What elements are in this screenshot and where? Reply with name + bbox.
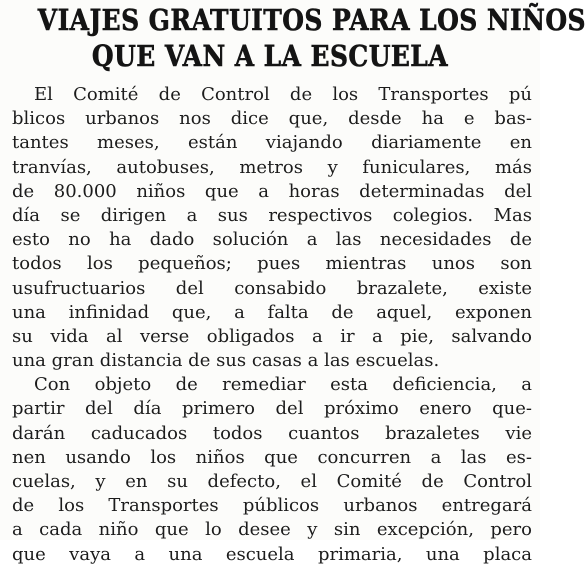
- paragraph-line: a cada niño que lo desee y sin excepción, pero: [12, 519, 532, 541]
- paragraph-line: darán caducados todos cuantos brazaletes vie: [12, 422, 532, 444]
- headline-line-1: VIAJES GRATUITOS PARA LOS NIÑOS: [37, 3, 586, 37]
- paragraph-line: nen usando los niños que concurren a las es-: [12, 446, 532, 468]
- paragraph-line: partir del día primero del próximo enero que-: [12, 398, 532, 420]
- paragraph-line: una gran distancia de sus casas a las escuelas.: [12, 350, 440, 372]
- paragraph-line: blicos urbanos nos dice que, desde ha e bas-: [12, 108, 532, 130]
- paragraph-line: El Comité de Control de los Transportes pú: [34, 84, 532, 105]
- paragraph-line: una infinidad que, a falta de aquel, exponen: [12, 301, 532, 323]
- paragraph-line: cuelas, y en su defecto, el Comité de Control: [12, 471, 532, 492]
- headline-line-2: QUE VAN A LA ESCUELA: [91, 39, 449, 73]
- paragraph-line: todos los pequeños; pues mientras unos son: [12, 253, 532, 275]
- paragraph-line: usufructuarios del consabido brazalete, existe: [12, 277, 532, 299]
- paragraph-line: esto no ha dado solución a las necesidades de: [12, 229, 532, 251]
- article-body: [12, 83, 532, 567]
- paragraph-line: día se dirigen a sus respectivos colegios. Mas: [12, 204, 532, 226]
- paragraph-line: tantes meses, están viajando diariamente en: [12, 132, 532, 154]
- paragraph-line: de 80.000 niños que a horas determinadas del: [12, 180, 532, 202]
- paragraph-line: Con objeto de remediar esta deficiencia, a: [34, 374, 532, 396]
- paragraph-line: tranvías, autobuses, metros y funiculares, más: [12, 156, 532, 178]
- paragraph-line: de los Transportes públicos urbanos entregará: [12, 495, 532, 517]
- paragraph-line: que vaya a una escuela primaria, una placa: [12, 543, 532, 565]
- paragraph-line: su vida al verse obligados a ir a pie, salvando: [12, 325, 532, 347]
